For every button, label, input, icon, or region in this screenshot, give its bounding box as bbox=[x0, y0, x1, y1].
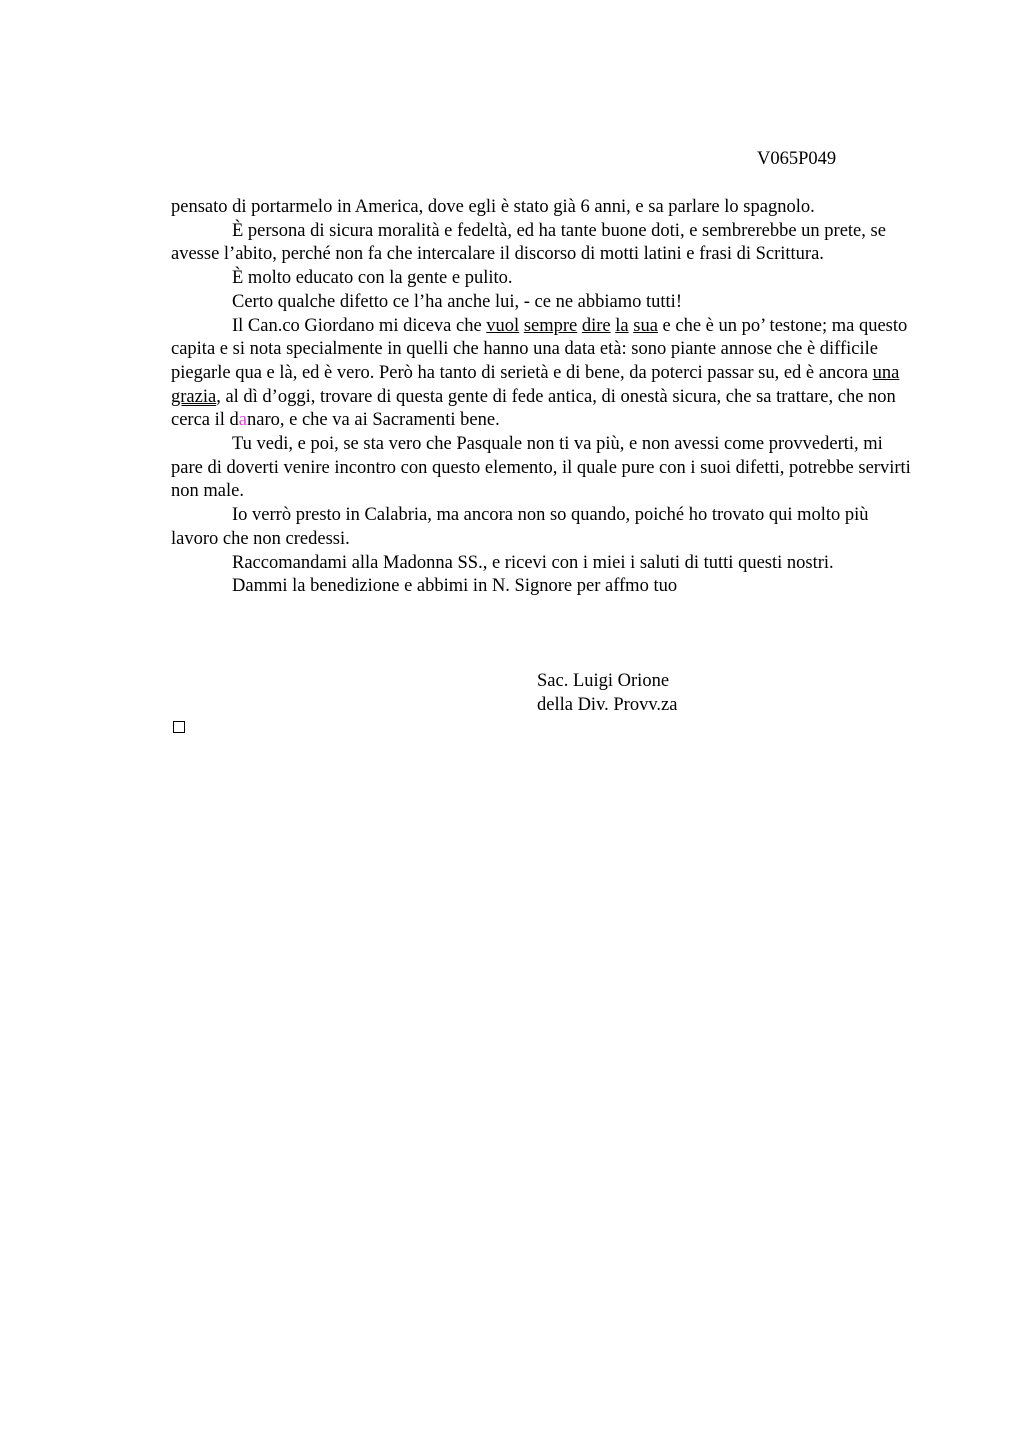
paragraph-1: pensato di portarmelo in America, dove egli è stato già 6 anni, e sa parlare lo spagnolo. bbox=[171, 197, 815, 217]
underlined-word: una bbox=[872, 362, 900, 383]
paragraph-9: Dammi la benedizione e abbimi in N. Signore per affmo tuo bbox=[232, 576, 678, 597]
paragraph-8: Raccomandami alla Madonna SS., e ricevi con i miei i saluti di tutti questi nostri. bbox=[232, 552, 834, 573]
paragraph-5 bbox=[171, 315, 916, 434]
paragraph-5-text: Il Can.co Giordano mi diceva che bbox=[232, 315, 487, 336]
signature-title: della Div. Provv.za bbox=[537, 694, 678, 715]
letter-body bbox=[171, 196, 916, 599]
underlined-word: sempre bbox=[523, 315, 578, 336]
page-code: V065P049 bbox=[757, 149, 837, 169]
paragraph-5-text: e che è un po’ testone; ma questo capita e si nota specialmente in quelli che hanno una data età: sono piante annose che è difficile piegarle qua e là, ed è vero. Però ha tanto di serietà e di bene, da poterci passar su, ed è ancora bbox=[171, 315, 908, 383]
paragraph-5-text: naro, e che va ai Sacramenti bene. bbox=[247, 410, 500, 431]
underlined-word: vuol bbox=[486, 315, 520, 336]
paragraph-5-text: , al dì d’oggi, trovare di questa gente di fede antica, di onestà sicura, che sa trattare, che non cerca il d bbox=[171, 386, 896, 431]
paragraph-7: Io verrò presto in Calabria, ma ancora non so quando, poiché ho trovato qui molto più lavoro che non credessi. bbox=[171, 505, 869, 549]
square-box-icon bbox=[173, 721, 185, 733]
underlined-word: la bbox=[615, 315, 629, 336]
highlighted-letter: a bbox=[238, 410, 248, 431]
signature-name: Sac. Luigi Orione bbox=[537, 671, 670, 691]
paragraph-3: È molto educato con la gente e pulito. bbox=[232, 268, 513, 289]
double-underlined-word: grazia bbox=[171, 386, 217, 407]
underlined-word: sua bbox=[633, 315, 658, 336]
paragraph-4: Certo qualche difetto ce l’ha anche lui, - ce ne abbiamo tutti! bbox=[232, 291, 682, 312]
paragraph-6: Tu vedi, e poi, se sta vero che Pasquale non ti va più, e non avessi come provvederti, mi pare di doverti venire incontro con questo elemento, il quale pure con i suoi difetti, potrebbe servirti non male. bbox=[171, 434, 911, 502]
underlined-word: dire bbox=[581, 315, 611, 336]
paragraph-2: È persona di sicura moralità e fedeltà, ed ha tante buone doti, e sembrerebbe un prete, se avesse l’abito, perché non fa che intercalare il discorso di motti latini e frasi di Scrittura. bbox=[171, 220, 886, 265]
signature bbox=[537, 670, 677, 717]
